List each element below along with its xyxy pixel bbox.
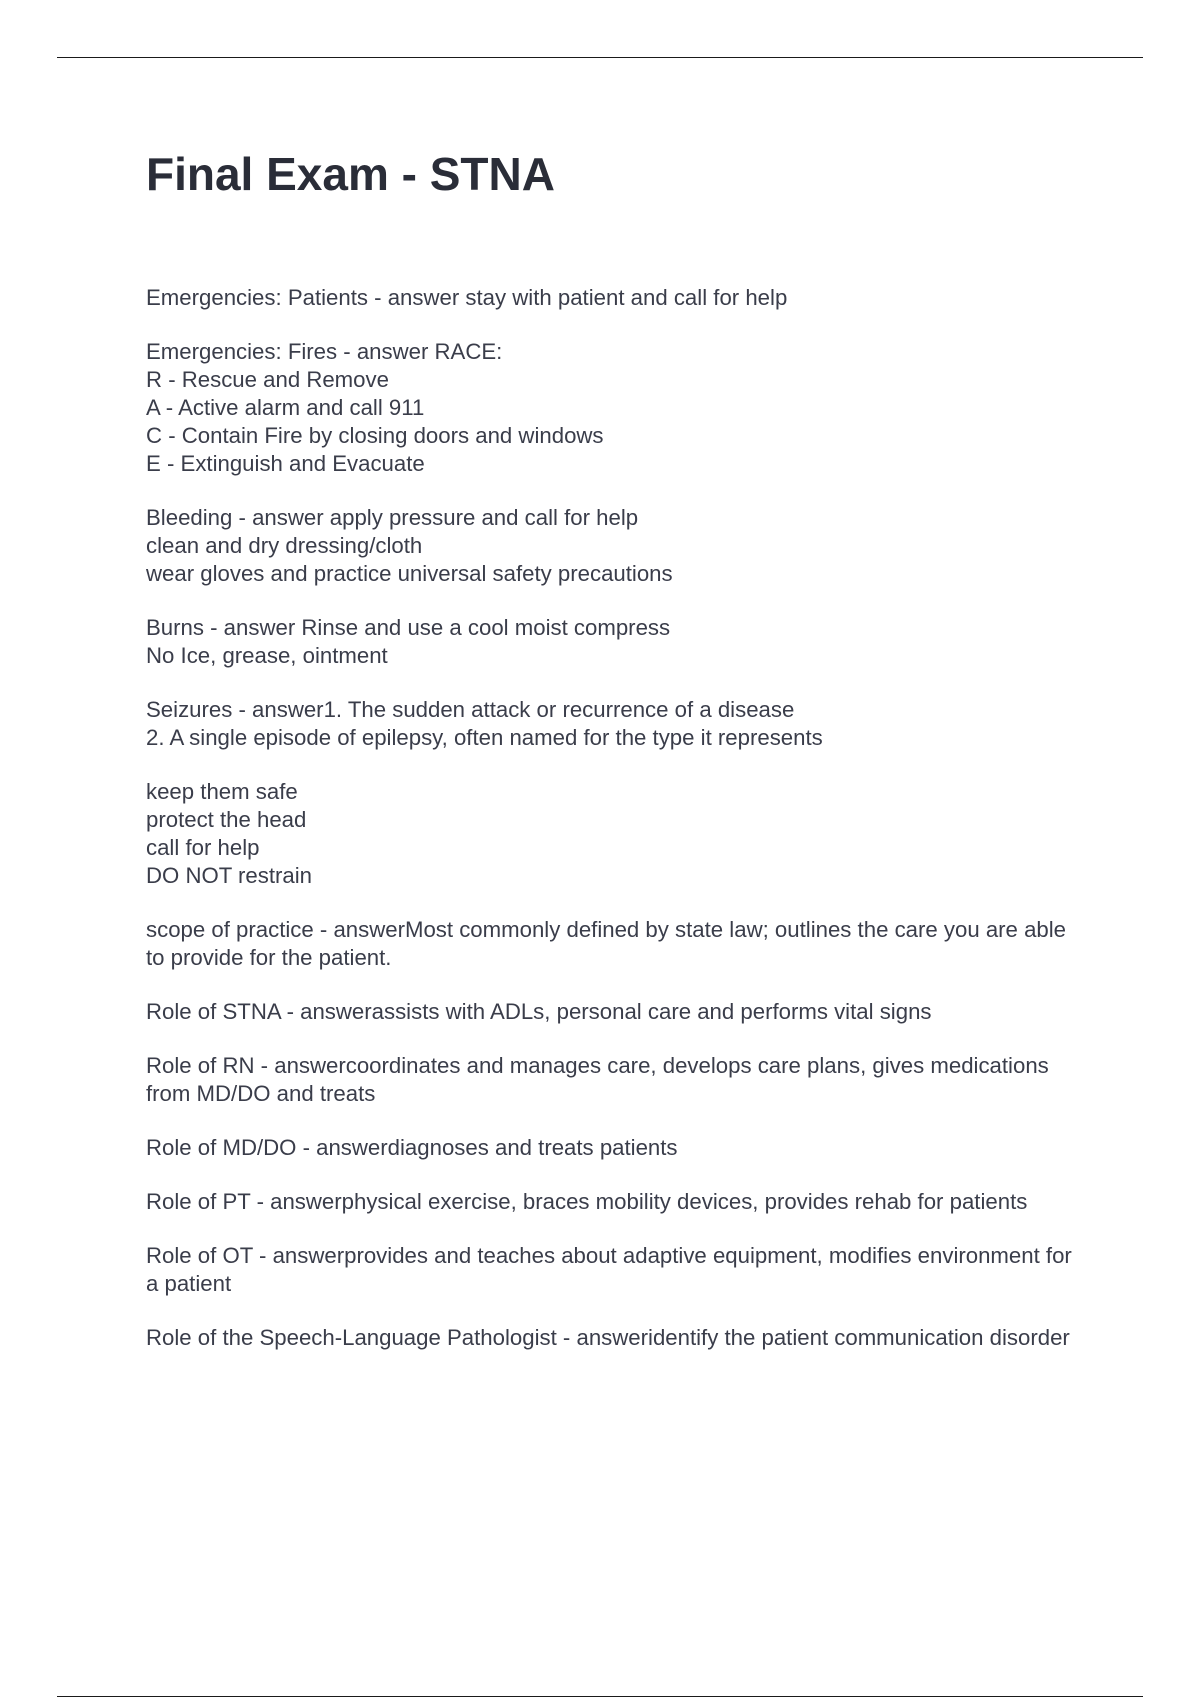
entry-line: Emergencies: Patients - answer stay with patient and call for help [146, 285, 788, 310]
document-body [146, 284, 1076, 1378]
entry-line: Role of the Speech-Language Pathologist - answeridentify the patient communication disorder [146, 1325, 1070, 1350]
footer-rule [57, 1696, 1143, 1697]
entry-emergencies-fires [146, 338, 1076, 478]
entry-role-rn [146, 1052, 1076, 1108]
entry-role-speech-language-pathologist [146, 1324, 1076, 1352]
entry-line: Role of STNA - answerassists with ADLs, personal care and performs vital signs [146, 999, 932, 1024]
entry-bleeding [146, 504, 1076, 588]
entry-line: Role of PT - answerphysical exercise, braces mobility devices, provides rehab for patients [146, 1189, 1028, 1214]
entry-line: Role of MD/DO - answerdiagnoses and treats patients [146, 1135, 678, 1160]
page-title: Final Exam - STNA [146, 148, 555, 200]
entry-emergencies-patients [146, 284, 1076, 312]
entry-line: protect the head [146, 807, 307, 832]
entry-line: E - Extinguish and Evacuate [146, 451, 425, 476]
entry-line: clean and dry dressing/cloth [146, 533, 423, 558]
entry-line: Seizures - answer1. The sudden attack or recurrence of a disease [146, 697, 795, 722]
entry-role-md-do [146, 1134, 1076, 1162]
entry-line: scope of practice - answerMost commonly defined by state law; outlines the care you are able to provide for the patient. [146, 917, 1067, 970]
entry-line: DO NOT restrain [146, 863, 313, 888]
entry-line: call for help [146, 835, 260, 860]
entry-line: Emergencies: Fires - answer RACE: [146, 339, 503, 364]
header-rule [57, 57, 1143, 58]
entry-line: No Ice, grease, ointment [146, 643, 388, 668]
entry-line: keep them safe [146, 779, 298, 804]
entry-scope-of-practice [146, 916, 1076, 972]
entry-line: Bleeding - answer apply pressure and call for help [146, 505, 639, 530]
entry-seizures [146, 696, 1076, 752]
entry-seizure-care [146, 778, 1076, 890]
entry-line: Role of OT - answerprovides and teaches about adaptive equipment, modifies environment for a patient [146, 1243, 1072, 1296]
entry-line: A - Active alarm and call 911 [146, 395, 425, 420]
entry-line: C - Contain Fire by closing doors and windows [146, 423, 604, 448]
entry-line: R - Rescue and Remove [146, 367, 389, 392]
entry-line: 2. A single episode of epilepsy, often named for the type it represents [146, 725, 823, 750]
entry-burns [146, 614, 1076, 670]
entry-role-ot [146, 1242, 1076, 1298]
entry-role-pt [146, 1188, 1076, 1216]
entry-line: Burns - answer Rinse and use a cool moist compress [146, 615, 671, 640]
entry-role-stna [146, 998, 1076, 1026]
entry-line: Role of RN - answercoordinates and manages care, develops care plans, gives medications from MD/DO and treats [146, 1053, 1049, 1106]
entry-line: wear gloves and practice universal safety precautions [146, 561, 673, 586]
